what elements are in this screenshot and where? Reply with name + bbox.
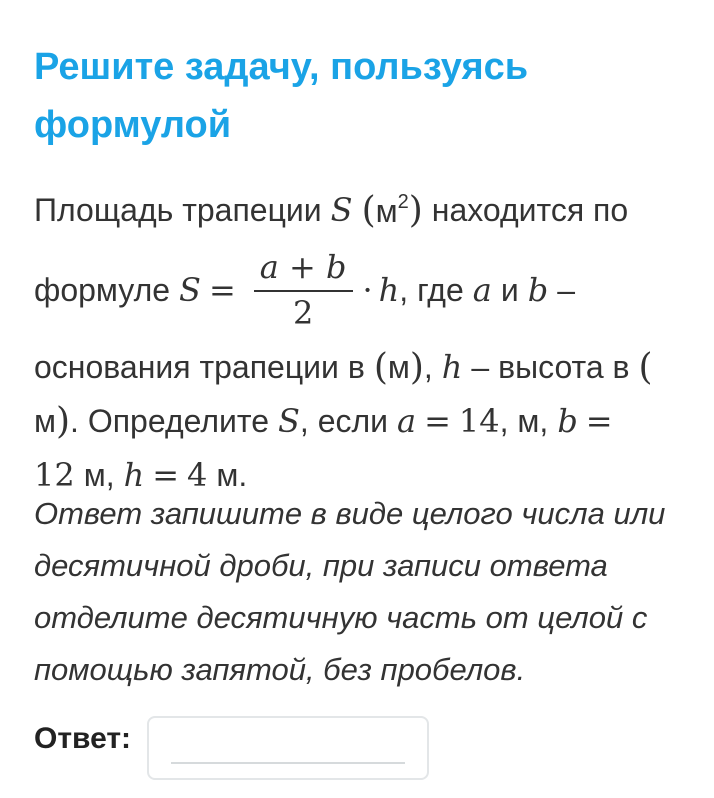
math-var-a: a [472, 271, 492, 309]
math-equals: = [208, 271, 236, 309]
instruction-line: десятичной дроби, при записи ответа [34, 548, 608, 583]
math-var-a: a [397, 402, 417, 440]
problem-line [34, 180, 684, 240]
fraction-numerator: a + b [254, 248, 353, 292]
math-paren: ( [638, 346, 653, 388]
problem-text: м. [216, 456, 248, 493]
task-title-line: формулой [34, 104, 232, 146]
math-equals: = [424, 402, 451, 440]
unit-text: $м^2$ [375, 190, 409, 229]
problem-text: находится по [431, 191, 629, 228]
answer-input[interactable] [171, 728, 405, 766]
math-number: 12 [34, 456, 75, 494]
problem-text: . Определите [70, 402, 269, 439]
unit-text: м [387, 348, 410, 385]
answer-instructions [34, 488, 674, 696]
instruction-line: отделите десятичную часть от целой с [34, 600, 648, 635]
problem-text: , [423, 348, 433, 385]
math-paren: ( [361, 189, 376, 231]
instruction-line: Ответ запишите в виде целого числа или [34, 496, 666, 531]
task-title-line: Решите задачу, пользуясь [34, 46, 529, 88]
math-paren: ) [56, 400, 71, 442]
problem-text: – высота в [471, 348, 630, 385]
math-var-h: h [123, 456, 145, 494]
math-paren: ) [408, 189, 423, 231]
math-number: 4 [187, 456, 208, 494]
math-var-b: b [527, 271, 549, 309]
answer-label: Ответ: [34, 722, 132, 755]
problem-line [34, 394, 684, 448]
math-exponent: 2 [397, 190, 409, 213]
problem-text: основания трапеции в [34, 348, 365, 385]
problem-text: и [500, 271, 519, 308]
math-paren: ) [409, 346, 424, 388]
problem-text: – [557, 271, 575, 308]
math-var-b: b [557, 402, 578, 440]
problem-text: , где [399, 271, 464, 308]
math-var-S: S [277, 402, 300, 440]
math-var-h: h [441, 348, 463, 386]
math-dot: · [362, 271, 373, 309]
problem-text: м, [83, 456, 115, 493]
math-number: 14 [458, 402, 500, 440]
math-var-h: h [378, 271, 400, 309]
problem-text: Площадь трапеции [34, 191, 322, 228]
instruction-line: помощью запятой, без пробелов. [34, 652, 526, 687]
answer-input-underline [171, 762, 405, 764]
unit-text: м [34, 402, 56, 439]
problem-text: , если [299, 402, 389, 439]
math-var-S: S [330, 191, 353, 229]
math-var-S: S [179, 271, 201, 309]
problem-statement [34, 180, 684, 502]
math-equals: = [152, 456, 180, 494]
problem-line [34, 340, 684, 394]
fraction-denominator: 2 [292, 294, 314, 332]
problem-line [34, 240, 684, 340]
problem-text: формуле [34, 271, 171, 308]
math-paren: ( [373, 346, 388, 388]
math-fraction [254, 248, 353, 332]
answer-input-box[interactable] [147, 716, 429, 780]
task-title [34, 38, 674, 154]
math-equals: = [585, 402, 613, 440]
problem-text: , м, [499, 402, 549, 439]
